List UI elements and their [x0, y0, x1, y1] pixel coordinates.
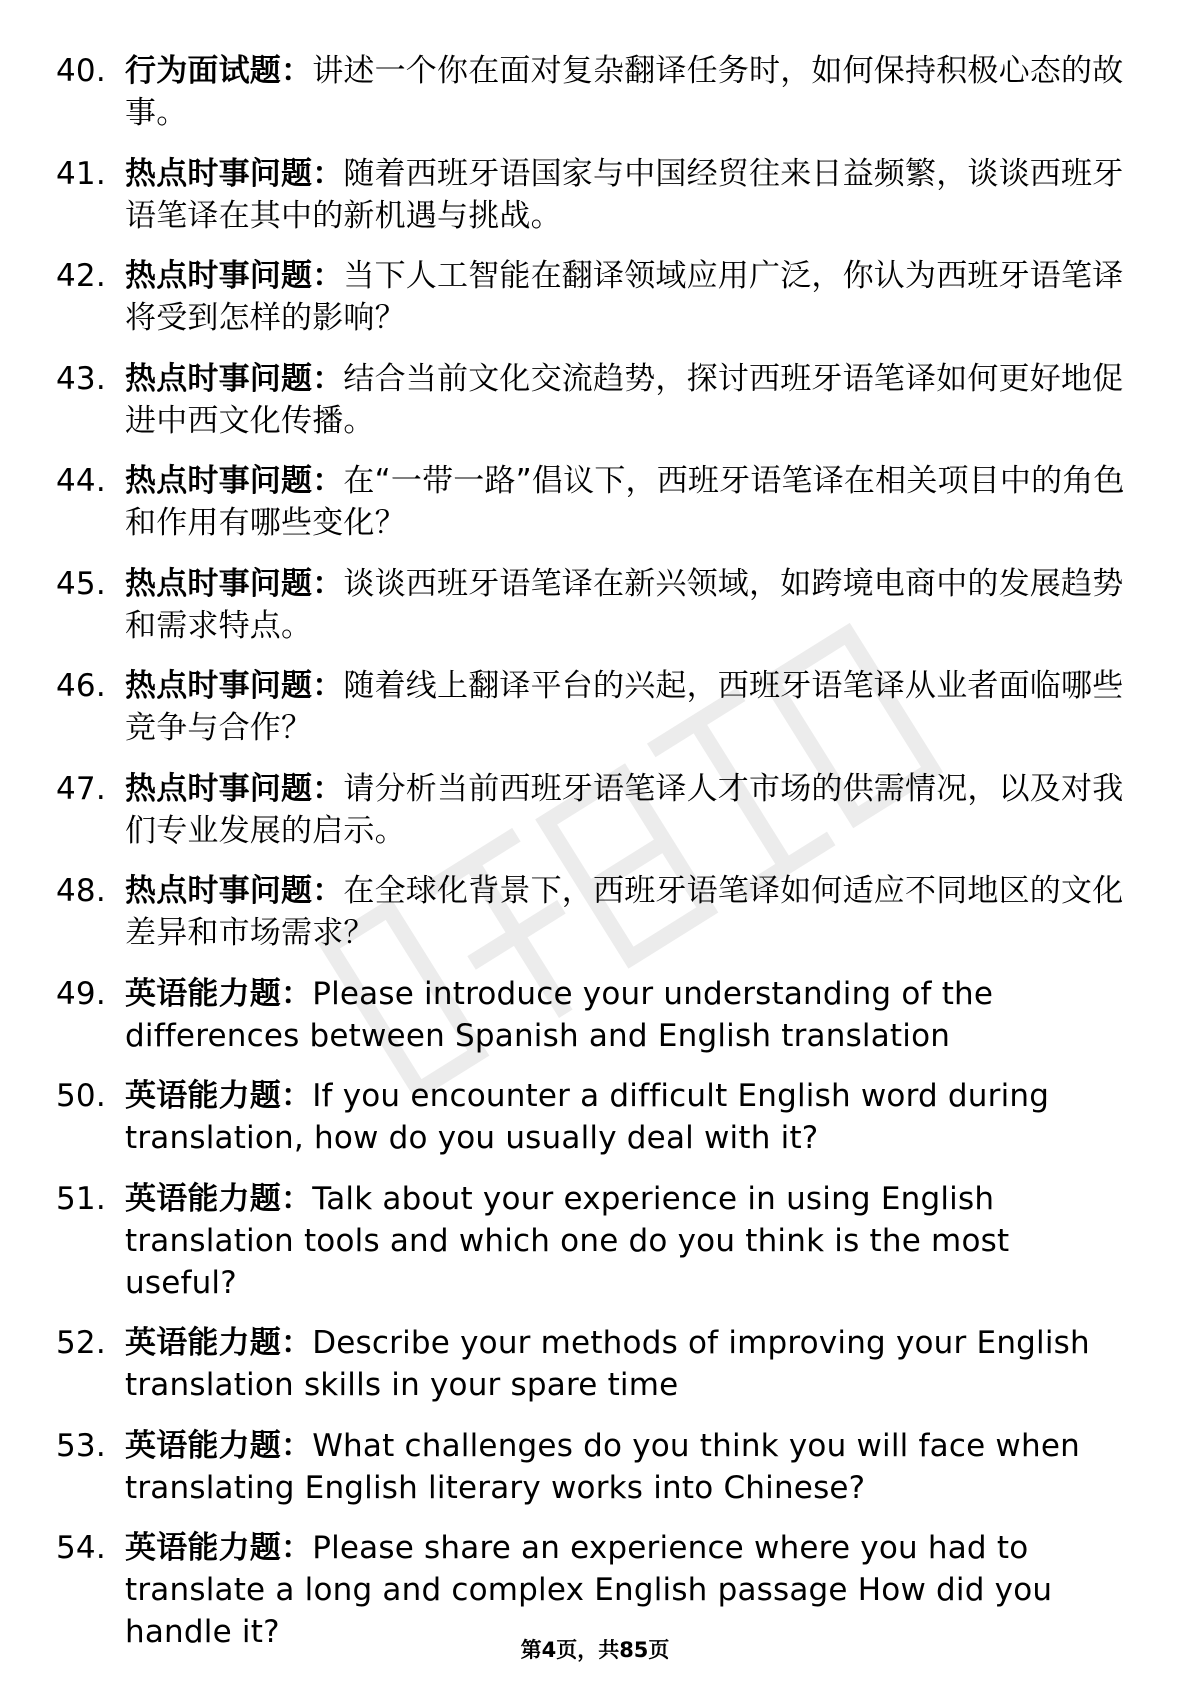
- question-number: 45.: [56, 565, 106, 602]
- question-number: 49.: [56, 975, 106, 1012]
- question-body: [125, 563, 1126, 647]
- question-text: What challenges do you think you will face when translating English literary works into Chinese?: [125, 1427, 1080, 1506]
- question-number: 44.: [56, 463, 106, 499]
- question-text: 在“一带一路”倡议下，西班牙语笔译在相关项目中的角色和作用有哪些变化？: [125, 463, 1125, 541]
- question-category: 热点时事问题：: [125, 873, 344, 909]
- question-text: 结合当前文化交流趋势，探讨西班牙语笔译如何更好地促进中西文化传播。: [125, 360, 1124, 439]
- question-number: 50.: [56, 1078, 106, 1114]
- question-category: 英语能力题：: [125, 1427, 313, 1464]
- question-number: 51.: [56, 1180, 106, 1217]
- question-item: [56, 665, 1126, 749]
- question-text: If you encounter a difficult English word during translation, how do you usually deal with it?: [125, 1078, 1050, 1156]
- question-item: [56, 153, 1126, 237]
- question-category: 热点时事问题：: [125, 565, 344, 602]
- page-footer: 第4页，共85页: [520, 1638, 670, 1662]
- question-text: 谈谈西班牙语笔译在新兴领域，如跨境电商中的发展趋势和需求特点。: [125, 565, 1124, 644]
- question-text: 请分析当前西班牙语笔译人才市场的供需情况，以及对我们专业发展的启示。: [125, 770, 1124, 849]
- question-number: 41.: [56, 155, 106, 192]
- question-body: [125, 460, 1126, 544]
- question-body: [125, 1425, 1126, 1509]
- question-item: [56, 1527, 1126, 1653]
- question-body: [125, 153, 1126, 237]
- question-body: [125, 973, 1126, 1057]
- question-text: Please introduce your understanding of the differences between Spanish and English translation: [125, 975, 994, 1054]
- question-item: [56, 50, 1126, 134]
- question-number: 48.: [56, 873, 106, 909]
- question-category: 热点时事问题：: [125, 360, 344, 397]
- question-number: 43.: [56, 360, 106, 397]
- question-text: Talk about your experience in using English translation tools and which one do you think is the most useful?: [125, 1180, 1010, 1301]
- question-item: [56, 1178, 1126, 1304]
- question-body: [125, 665, 1126, 749]
- question-category: 英语能力题：: [125, 1078, 313, 1114]
- question-category: 热点时事问题：: [125, 258, 344, 294]
- question-category: 英语能力题：: [125, 1530, 313, 1566]
- question-text: 随着线上翻译平台的兴起，西班牙语笔译从业者面临哪些竞争与合作？: [125, 668, 1124, 746]
- question-body: [125, 768, 1126, 852]
- question-item: [56, 1425, 1126, 1509]
- question-category: 英语能力题：: [125, 975, 313, 1012]
- question-category: 行为面试题：: [125, 53, 313, 89]
- question-item: [56, 1322, 1126, 1406]
- question-item: [56, 1075, 1126, 1159]
- question-text: 当下人工智能在翻译领域应用广泛，你认为西班牙语笔译将受到怎样的影响？: [125, 258, 1124, 336]
- question-number: 40.: [56, 53, 106, 89]
- question-body: [125, 255, 1126, 339]
- question-body: [125, 870, 1126, 954]
- question-text: 在全球化背景下，西班牙语笔译如何适应不同地区的文化差异和市场需求？: [125, 873, 1124, 951]
- question-category: 英语能力题：: [125, 1180, 313, 1217]
- question-category: 英语能力题：: [125, 1325, 313, 1361]
- question-text: 讲述一个你在面对复杂翻译任务时，如何保持积极心态的故事。: [125, 53, 1124, 131]
- question-body: [125, 50, 1126, 134]
- question-number: 42.: [56, 258, 106, 294]
- question-number: 52.: [56, 1325, 106, 1361]
- question-body: [125, 1322, 1126, 1406]
- question-body: [125, 1527, 1126, 1653]
- question-item: [56, 563, 1126, 647]
- question-item: [56, 255, 1126, 339]
- question-number: 54.: [56, 1530, 106, 1566]
- question-item: [56, 460, 1126, 544]
- question-number: 46.: [56, 668, 106, 704]
- question-category: 热点时事问题：: [125, 155, 344, 192]
- question-text: Please share an experience where you had to translate a long and complex English passage How did you handle it?: [125, 1530, 1053, 1650]
- question-body: [125, 1178, 1126, 1304]
- question-number: 47.: [56, 770, 106, 807]
- question-text: 随着西班牙语国家与中国经贸往来日益频繁，谈谈西班牙语笔译在其中的新机遇与挑战。: [125, 155, 1124, 234]
- question-item: [56, 870, 1126, 954]
- question-category: 热点时事问题：: [125, 463, 344, 499]
- question-body: [125, 1075, 1126, 1159]
- question-list: [56, 50, 1126, 1672]
- question-item: [56, 358, 1126, 442]
- question-body: [125, 358, 1126, 442]
- question-item: [56, 768, 1126, 852]
- question-category: 热点时事问题：: [125, 668, 344, 704]
- question-category: 热点时事问题：: [125, 770, 344, 807]
- question-text: Describe your methods of improving your English translation skills in your spare time: [125, 1325, 1090, 1403]
- question-number: 53.: [56, 1427, 106, 1464]
- question-item: [56, 973, 1126, 1057]
